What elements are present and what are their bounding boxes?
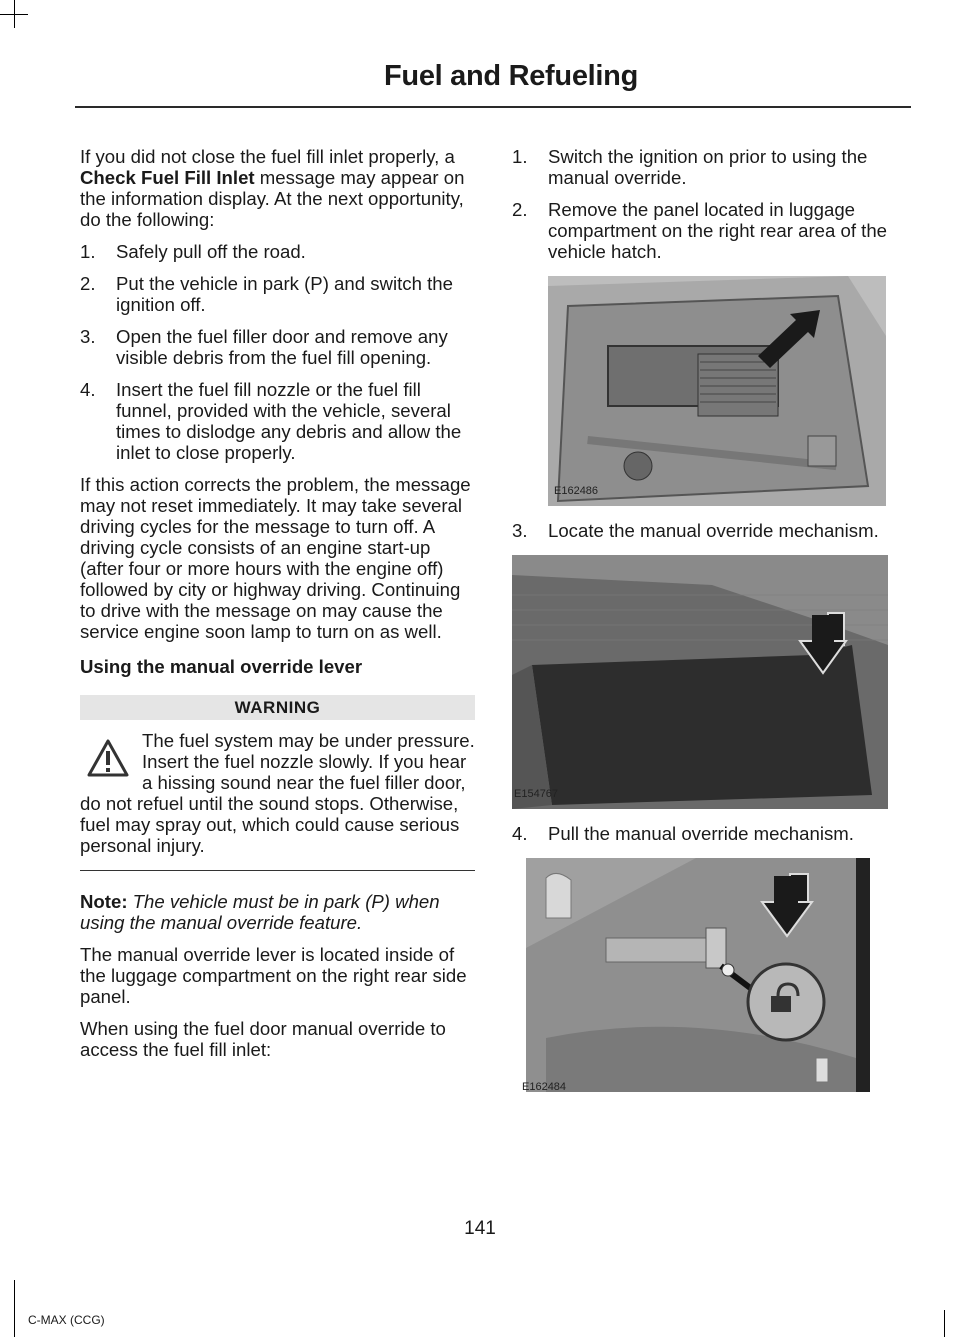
list-item: 1. Switch the ignition on prior to using the manual override. [512,146,868,188]
list-item: 2. Remove the panel located in luggage compartment on the right rear area of the vehicle hatch. [512,199,887,262]
header-divider [75,106,911,108]
list-item: 1. Safely pull off the road. [80,241,306,262]
crop-mark-top-left-h [0,14,28,15]
list-item: 3. Open the fuel filler door and remove any visible debris from the fuel fill opening. [80,326,448,368]
list-item: 3. Locate the manual override mechanism. [512,520,879,541]
message-name: Check Fuel Fill Inlet [80,167,255,188]
page-number: 141 [464,1218,496,1239]
footer-model: C-MAX (CCG) [28,1313,105,1327]
figure-code: E162486 [554,485,599,497]
list-item: 4. Pull the manual override mechanism. [512,823,854,844]
warning-triangle-icon [86,738,130,778]
figure-code: E162484 [522,1081,567,1093]
warning-text: The fuel system may be under pressure. Insert the fuel nozzle slowly. If you hear a hissing sound near the fuel filler door, do not refuel until the sound stops. Otherwise, fuel may spray out, which could cause serious personal injury. [80,730,475,856]
figure-override-mechanism [512,555,850,809]
override-procedure-list-3 [512,823,910,844]
warning-title: WARNING [80,695,475,720]
crop-mark-bottom-right [944,1310,945,1337]
note: Note: The vehicle must be in park (P) when using the manual override feature. [80,891,440,933]
page-title: Fuel and Refueling [383,60,638,92]
usage-paragraph: When using the fuel door manual override to access the fuel fill inlet: [80,1018,446,1060]
warning-body [80,720,475,856]
list-item: 4. Insert the fuel fill nozzle or the fuel fill funnel, provided with the vehicle, several times to dislodge any debris and allow the inlet to close properly. [80,379,462,463]
crop-mark-bottom-left [14,1280,15,1337]
figure-luggage-panel [548,276,886,506]
warning-box [80,695,475,871]
override-mechanism-illustration [512,555,888,809]
pull-override-illustration [516,858,876,1102]
right-column [512,146,910,1116]
luggage-panel-illustration [548,276,886,506]
figure-code: E154767 [514,788,559,800]
section-heading: Using the manual override lever [80,656,363,677]
procedure-list [80,241,475,463]
list-item: 2. Put the vehicle in park (P) and switch the ignition off. [80,273,453,315]
figure-pull-override [516,858,876,1102]
location-paragraph: The manual override lever is located inside of the luggage compartment on the right rear side panel. [80,944,467,1007]
result-paragraph: If this action corrects the problem, the message may not reset immediately. It may take several driving cycles for the message to turn off. A driving cycle consists of an engine start-up (after four or more hours with the engine off) followed by city or highway driving. Continuing to drive with the message on may cause the service engine soon lamp to turn on as well. [80,474,471,642]
left-column [80,146,475,1071]
warning-divider [80,870,475,871]
intro-paragraph: If you did not close the fuel fill inlet properly, a Check Fuel Fill Inlet message may appear on the information display. At the next opportunity, do the following: [80,146,465,230]
override-procedure-list [512,146,910,262]
override-procedure-list-2 [512,520,910,541]
